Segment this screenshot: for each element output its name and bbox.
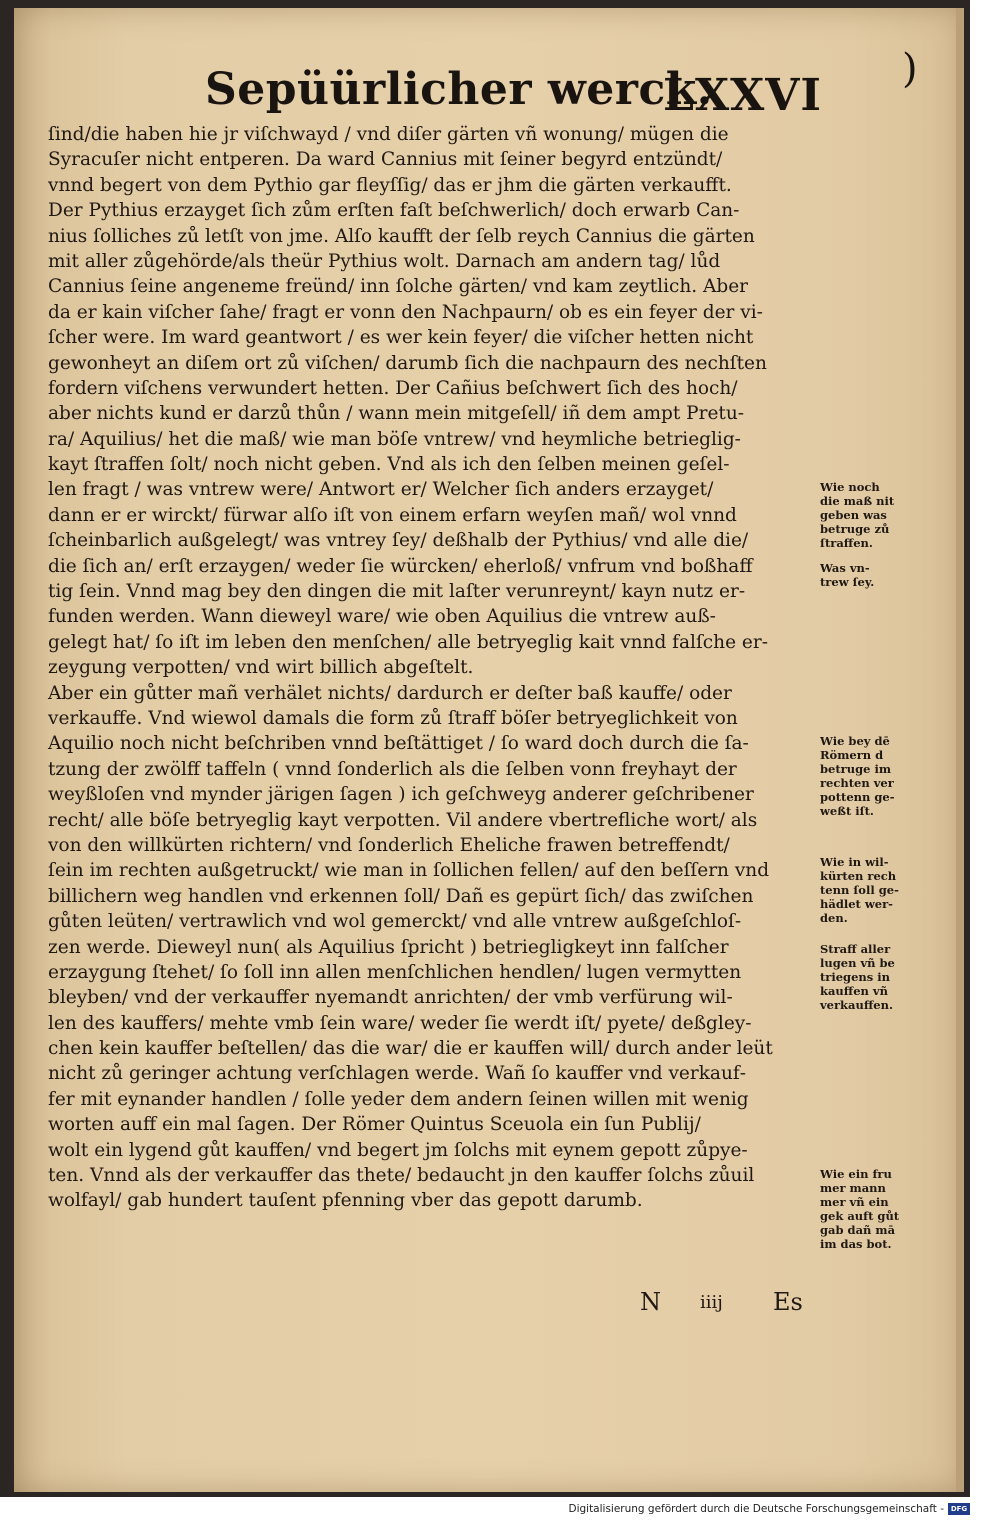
margin-note-line: Straff aller	[820, 942, 891, 956]
margin-note-4	[820, 855, 940, 925]
margin-note-line: pottenn ge‑	[820, 790, 895, 804]
credit-bar	[0, 1497, 1000, 1523]
margin-note-line: betruge im	[820, 762, 891, 776]
text-line: wolt ein lygend gůt kauffen/ vnd begert jm ſolchs mit eynem gepott zůpye‑	[48, 1139, 748, 1161]
margin-note-line: kürten rech	[820, 869, 897, 883]
text-line: zen werde. Dieweyl nun( als Aquilius ſpricht ) betriegligkeyt inn falſcher	[48, 936, 729, 958]
text-line: erzaygung ſtehet/ ſo ſoll inn allen menſchlichen hendlen/ lugen vermytten	[48, 961, 742, 983]
text-line: weyßloſen vnd mynder järigen ſagen ) ich geſchweyg anderer geſchribener	[48, 784, 754, 806]
text-line: Syracuſer nicht entperen. Da ward Cannius mit ſeiner begyrd entzündt/	[48, 149, 723, 171]
margin-note-line: triegens in	[820, 970, 890, 984]
margin-note-6	[820, 1167, 940, 1251]
text-line: ra/ Aquilius/ het die maß/ wie man böſe vntrew/ vnd heymliche betrieglig‑	[48, 428, 741, 450]
text-line: chen kein kauffer beſtellen/ das die war/ die er kauffen will/ durch ander leüt	[48, 1038, 773, 1060]
funding-credit: Digitalisierung gefördert durch die Deutsche Forschungsgemeinschaft -	[568, 1503, 944, 1515]
text-line: len fragt / was vntrew were/ Antwort er/ Welcher ſich anders erzayget/	[48, 479, 714, 501]
margin-note-2	[820, 561, 940, 589]
signature-mark: N	[640, 1288, 661, 1316]
folio-number: LXXVI	[663, 70, 822, 121]
text-line: gůten leüten/ vertrawlich vnd wol gemerckt/ vnd alle vntrew außgeſchloſ‑	[48, 911, 742, 933]
text-line: funden werden. Wann dieweyl ware/ wie oben Aquilius die vntrew auß‑	[48, 606, 716, 628]
margin-note-line: mer mann	[820, 1181, 886, 1195]
margin-note-line: den.	[820, 911, 848, 925]
margin-note-line: gek auft gůt	[820, 1209, 900, 1223]
margin-note-line: Wie ein fru	[820, 1167, 892, 1181]
text-line: billichern weg handlen vnd erkennen ſoll/ Dañ es gepürt ſich/ das zwiſchen	[48, 885, 754, 907]
text-line: aber nichts kund er darzů thůn / wann mein mitgeſell/ iñ dem ampt Pretu‑	[48, 403, 745, 425]
text-line: vnnd begert von dem Pythio gar fleyſſig/ das er jhm die gärten verkaufft.	[48, 174, 732, 196]
margin-note-line: Wie in wil‑	[820, 855, 889, 869]
text-line: ſind/die haben hie jr viſchwayd / vnd diſer gärten vñ wonung/ mügen die	[48, 124, 729, 145]
text-line: fer mit eynander handlen / ſolle yeder dem andern ſeinen willen mit wenig	[48, 1088, 749, 1110]
text-line: ſcher were. Im ward geantwort / es wer kein feyer/ die viſcher hetten nicht	[48, 327, 754, 349]
running-title: Sepüürlicher werck.	[205, 64, 713, 115]
text-line: ten. Vnnd als der verkauffer das thete/ bedaucht jn den kauffer ſolchs zůuil	[48, 1165, 755, 1187]
margin-note-line: Römern d	[820, 748, 884, 762]
margin-note-line: Wie noch	[820, 480, 880, 494]
margin-note-line: betruge zů	[820, 522, 890, 536]
text-line: len des kauffers/ mehte vmb ſein ware/ weder ſie werdt iſt/ pyete/ deßgley‑	[48, 1012, 752, 1034]
margin-note-line: weßt iſt.	[820, 804, 874, 818]
text-line: nius ſolliches zů letſt von jme. Alſo kaufft der ſelb reych Cannius die gärten	[48, 225, 755, 247]
text-line: mit aller zůgehörde/als theür Pythius wolt. Darnach am andern tag/ lůd	[48, 250, 721, 272]
margin-note-line: ſtraffen.	[820, 536, 873, 550]
corner-mark: )	[902, 46, 918, 92]
text-line: tig ſein. Vnnd mag bey den dingen die mit laſter verunreynt/ kayn nutz er‑	[48, 581, 746, 603]
margin-note-line: verkauffen.	[820, 998, 893, 1012]
text-line: zeygung verpotten/ vnd wirt billich abgeſtelt.	[48, 657, 474, 679]
text-line: Aquilio noch nicht beſchriben vnnd beſtättiget / ſo ward doch durch die ſa‑	[48, 733, 749, 755]
margin-note-line: mer vñ ein	[820, 1195, 889, 1209]
text-line: da er kain viſcher ſahe/ fragt er vonn den Nachpaurn/ ob es ein feyer der vi‑	[48, 301, 763, 323]
text-line: tzung der zwölff taffeln ( vnnd ſonderlich als die ſelben vonn freyhayt der	[48, 758, 737, 780]
text-line: Der Pythius erzayget ſich zům erſten faſt beſchwerlich/ doch erwarb Can‑	[48, 200, 740, 222]
catchword: Es	[773, 1288, 803, 1316]
text-line: Cannius ſeine angeneme freünd/ inn ſolche gärten/ vnd kam zeytlich. Aber	[48, 276, 749, 298]
text-line: von den willkürten richtern/ vnd ſonderlich Eheliche frawen betreffendt/	[48, 834, 730, 856]
text-line: nicht zů geringer achtung verſchlagen werde. Wañ ſo kauffer vnd verkauf‑	[48, 1063, 746, 1085]
dfg-logo: DFG	[948, 1503, 970, 1515]
text-line: wolfayl/ gab hundert tauſent pfenning vber das gepott darumb.	[48, 1190, 643, 1212]
margin-note-line: lugen vñ be	[820, 956, 895, 970]
text-line: bleyben/ vnd der verkauffer nyemandt anrichten/ der vmb verfürung wil‑	[48, 987, 733, 1009]
margin-note-line: geben was	[820, 508, 887, 522]
text-line: recht/ alle böſe betryeglig kayt verpotten. Vil andere vbertrefliche wort/ als	[48, 809, 758, 831]
text-line: ſein im rechten außgetruckt/ wie man in ſollichen fellen/ auf den beſſern vnd	[48, 860, 770, 882]
margin-note-line: im das bot.	[820, 1237, 892, 1251]
signature-numeral: iiij	[700, 1292, 723, 1313]
margin-note-line: rechten ver	[820, 776, 894, 790]
text-line: kayt ſtraffen ſolt/ noch nicht geben. Vnd als ich den ſelben meinen geſel‑	[48, 454, 730, 476]
text-line: gewonheyt an diſem ort zů viſchen/ darumb ſich die nachpaurn des nechſten	[48, 352, 767, 374]
margin-note-line: hädlet wer‑	[820, 897, 893, 911]
margin-note-1	[820, 480, 940, 550]
margin-note-line: kauffen vñ	[820, 984, 888, 998]
text-line: ſcheinbarlich außgelegt/ was vntrey ſey/ deßhalb der Pythius/ vnd alle die/	[48, 530, 749, 552]
text-line: verkauffe. Vnd wiewol damals die form zů ſtraff böſer betryeglichkeit von	[48, 707, 738, 729]
margin-note-line: gab dañ mā	[820, 1223, 896, 1237]
margin-note-line: tenn ſoll ge‑	[820, 883, 899, 897]
text-line: die ſich an/ erſt erzaygen/ weder ſie würcken/ eherloß/ vnfrum vnd boßhaff	[48, 555, 753, 577]
main-text-block	[48, 122, 818, 1214]
margin-note-line: die maß nit	[820, 494, 895, 508]
text-line: gelegt hat/ ſo iſt im leben den menſchen/ alle betryeglig kait vnnd falſche er‑	[48, 631, 768, 653]
margin-note-5	[820, 942, 940, 1012]
text-line: fordern viſchens verwundert hetten. Der Cañius beſchwert ſich des hoch/	[48, 377, 738, 399]
text-line: dann er er wirckt/ fürwar alſo iſt von einem erfarn weyſen mañ/ wol vnnd	[48, 504, 737, 526]
margin-note-line: Was vn‑	[820, 561, 870, 575]
page-edge	[956, 8, 964, 1492]
margin-note-3	[820, 734, 940, 818]
text-line: worten auff ein mal ſagen. Der Römer Quintus Sceuola ein ſun Publij/	[48, 1114, 701, 1136]
margin-note-line: Wie bey dē	[820, 734, 890, 748]
margin-note-line: trew ſey.	[820, 575, 875, 589]
text-line: Aber ein gůtter mañ verhälet nichts/ dardurch er deſter baß kauffe/ oder	[48, 682, 732, 704]
